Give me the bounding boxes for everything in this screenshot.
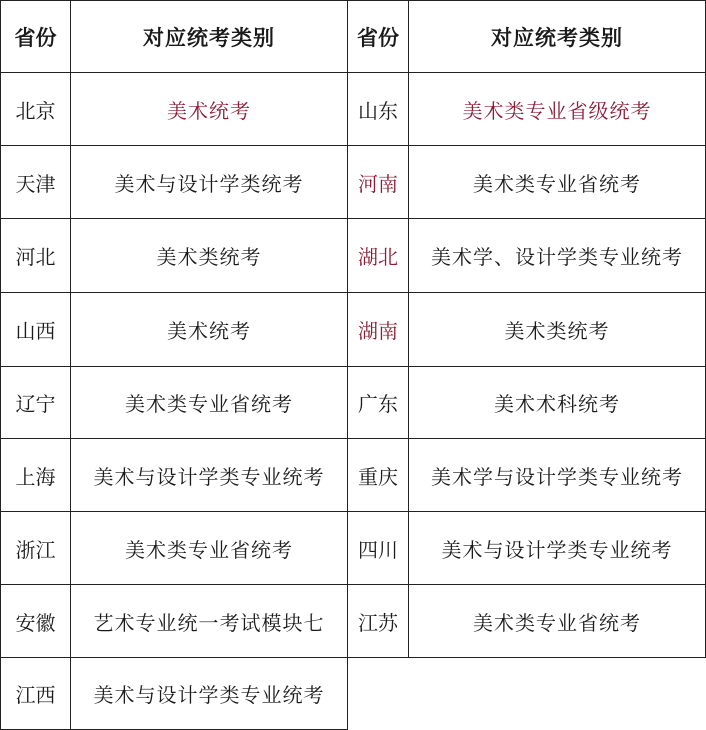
category-cell: 美术与设计学类统考: [70, 145, 348, 219]
category-cell: 美术类专业省统考: [408, 145, 706, 219]
category-cell: 美术学与设计学类专业统考: [408, 438, 706, 512]
category-cell: 美术类专业省级统考: [408, 72, 706, 146]
province-cell: 浙江: [0, 511, 71, 585]
category-cell: 美术统考: [70, 72, 348, 146]
province-cell: 湖北: [347, 218, 409, 293]
category-cell: 美术类专业省统考: [70, 511, 348, 585]
province-cell: 辽宁: [0, 366, 71, 439]
province-cell: 山东: [347, 72, 409, 146]
header-category-right: 对应统考类别: [408, 0, 706, 73]
province-cell: 河南: [347, 145, 409, 219]
province-cell: 北京: [0, 72, 71, 146]
province-cell: 安徽: [0, 584, 71, 658]
category-cell: 美术与设计学类专业统考: [70, 657, 348, 730]
province-cell: 湖南: [347, 292, 409, 367]
header-province-left: 省份: [0, 0, 71, 73]
province-cell: 天津: [0, 145, 71, 219]
category-cell: 美术类专业省统考: [408, 584, 706, 658]
category-cell: 美术与设计学类专业统考: [70, 438, 348, 512]
category-cell: 美术与设计学类专业统考: [408, 511, 706, 585]
category-cell: 美术术科统考: [408, 366, 706, 439]
province-cell: 山西: [0, 292, 71, 367]
province-cell: 四川: [347, 511, 409, 585]
category-cell: 美术类统考: [408, 292, 706, 367]
province-cell: 江西: [0, 657, 71, 730]
category-cell: 美术类统考: [70, 218, 348, 293]
province-cell: 上海: [0, 438, 71, 512]
header-category-left: 对应统考类别: [70, 0, 348, 73]
category-cell: 美术学、设计学类专业统考: [408, 218, 706, 293]
category-cell: 艺术专业统一考试模块七: [70, 584, 348, 658]
header-province-right: 省份: [347, 0, 409, 73]
province-cell: 河北: [0, 218, 71, 293]
province-cell: 江苏: [347, 584, 409, 658]
province-cell: 重庆: [347, 438, 409, 512]
category-cell: 美术类专业省统考: [70, 366, 348, 439]
province-cell: 广东: [347, 366, 409, 439]
category-cell: 美术统考: [70, 292, 348, 367]
